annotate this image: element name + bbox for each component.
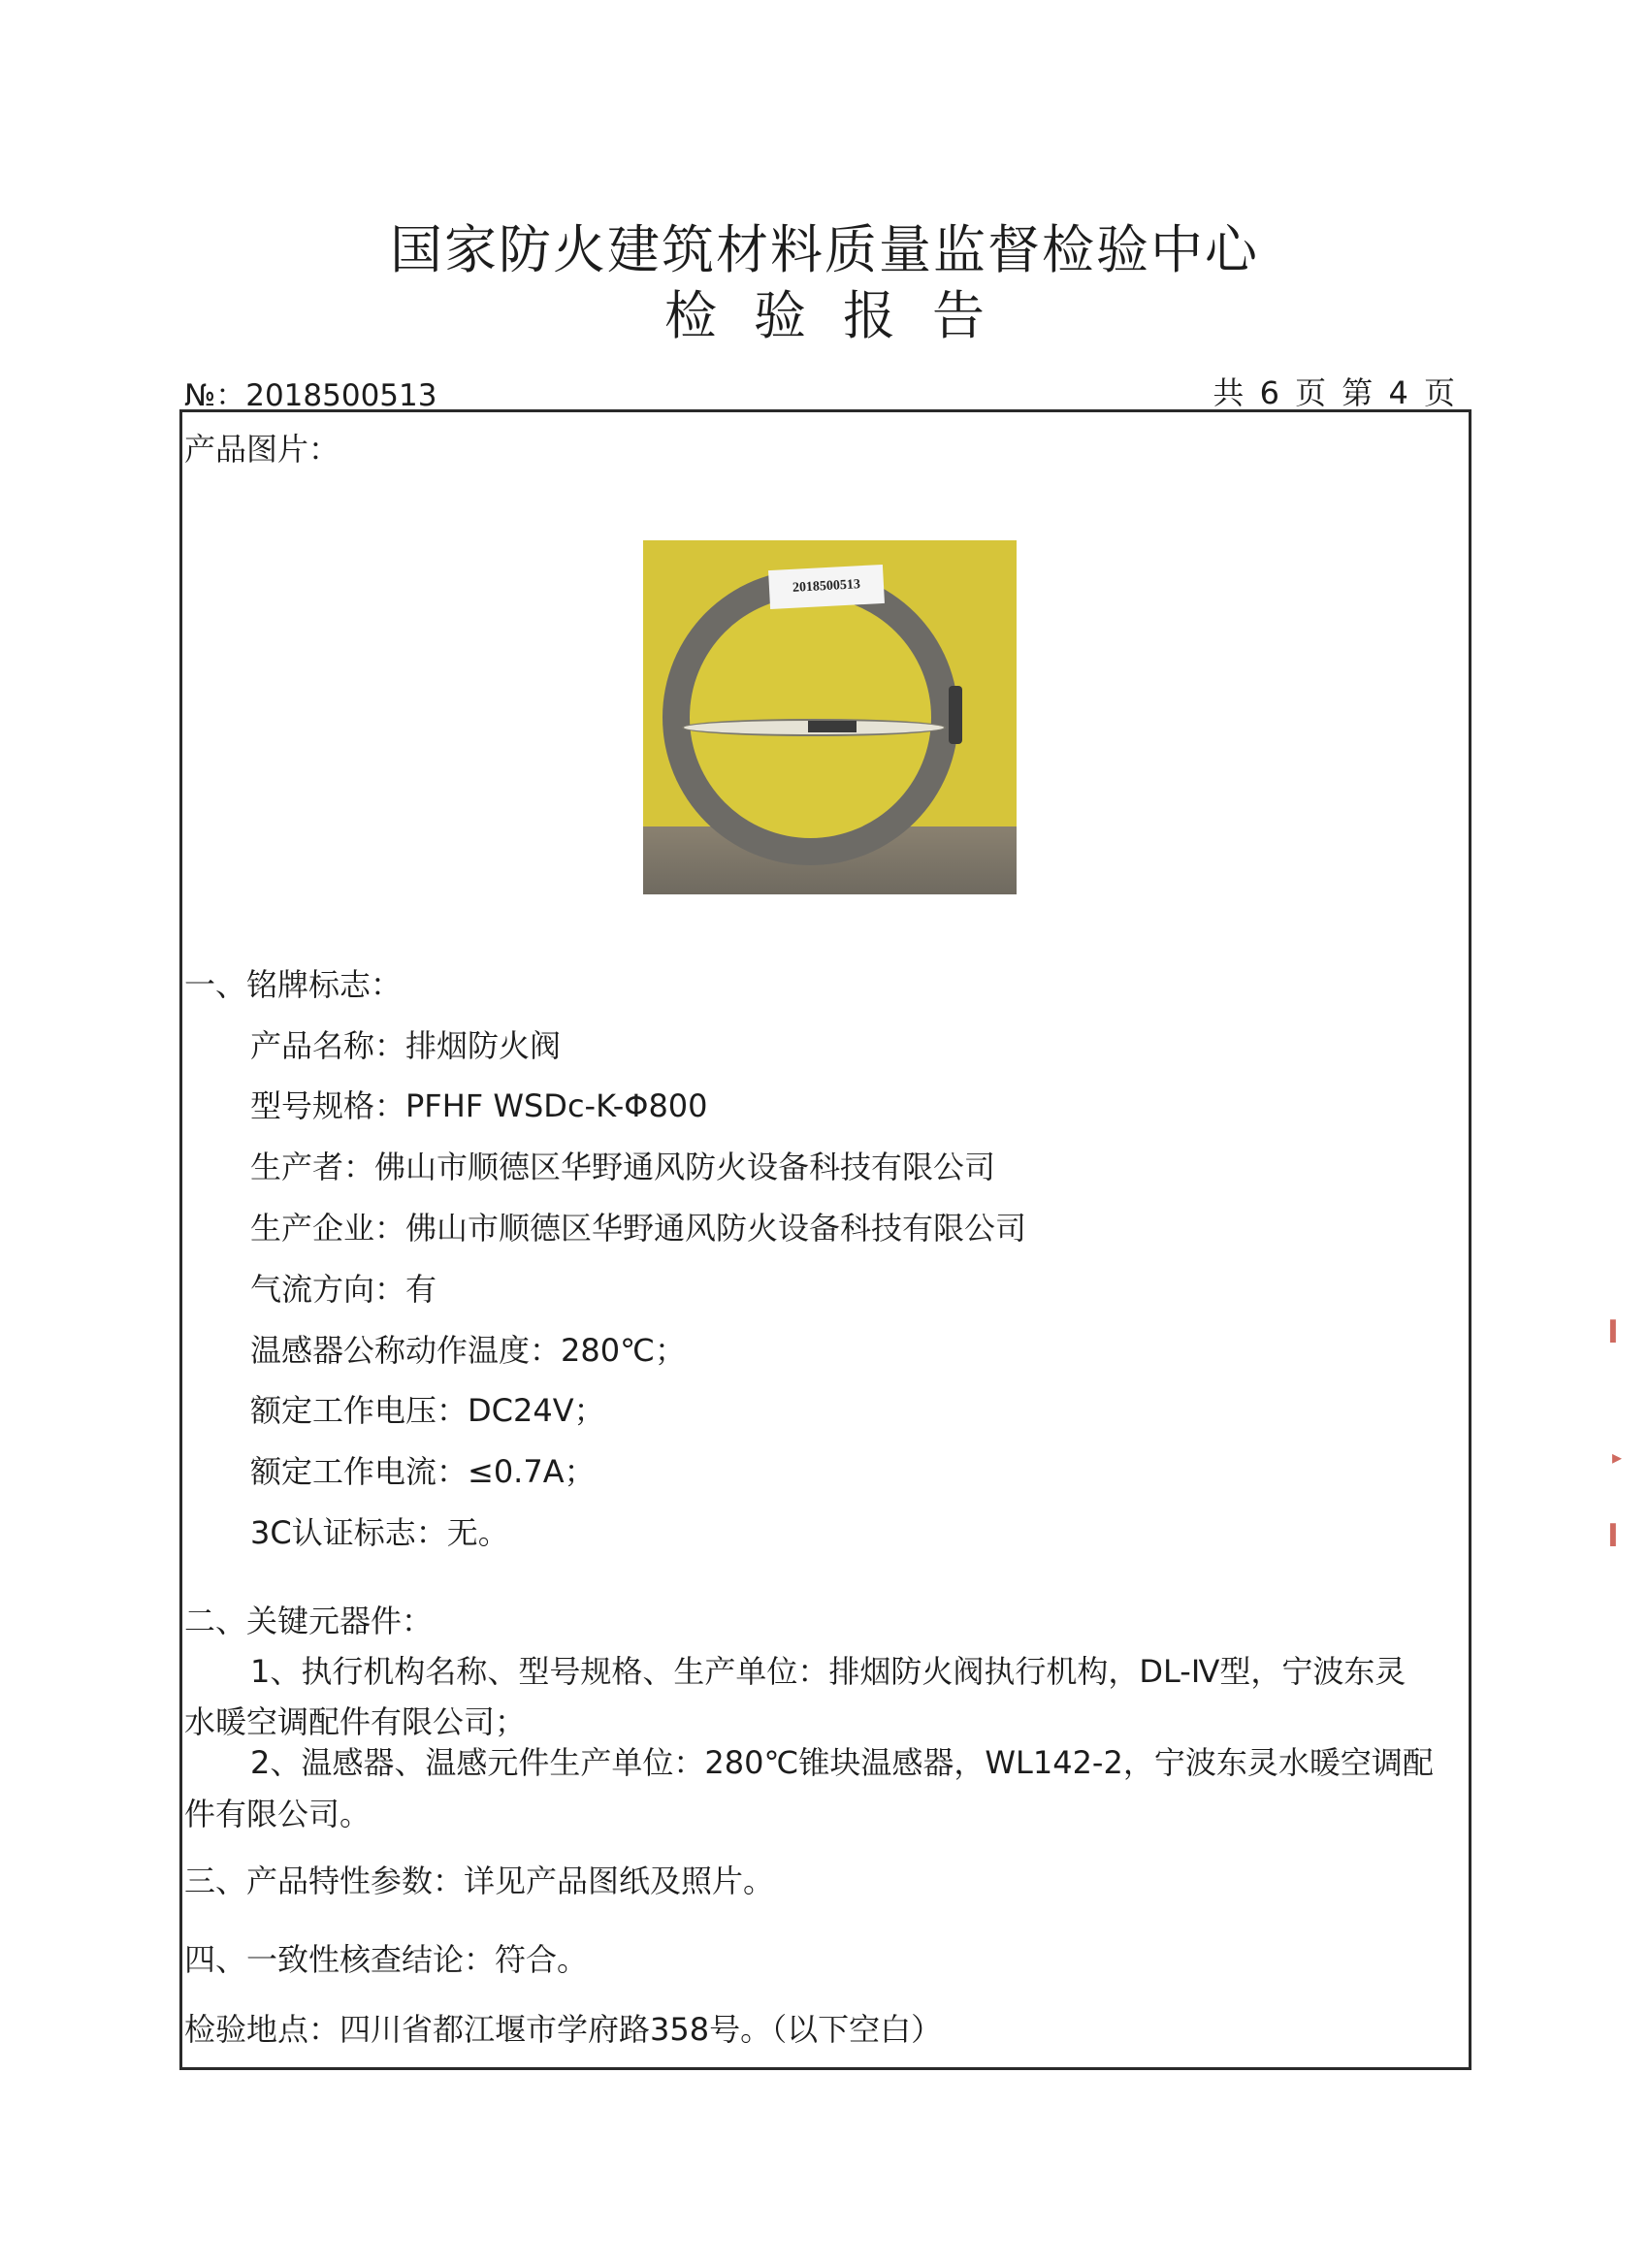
nameplate-line: 型号规格：PFHF WSDc-K-Φ800 [250, 1087, 708, 1124]
nameplate-line: 生产企业：佛山市顺德区华野通风防火设备科技有限公司 [250, 1210, 1027, 1247]
nameplate-line: 生产者：佛山市顺德区华野通风防火设备科技有限公司 [250, 1149, 996, 1185]
stamp-mark: ▸ [1612, 1445, 1623, 1469]
nameplate-line: 额定工作电压：DC24V； [250, 1392, 605, 1429]
component-item-2: 2、温感器、温感元件生产单位：280℃锥块温感器，WL142-2，宁波东灵水暖空调配 [250, 1744, 1434, 1781]
org-title: 国家防火建筑材料质量监督检验中心 [390, 219, 1259, 280]
inspection-location: 检验地点：四川省都江堰市学府路358号。（以下空白） [184, 2011, 943, 2048]
nameplate-line: 额定工作电流：≤0.7A； [250, 1453, 596, 1490]
component-item-1: 1、执行机构名称、型号规格、生产单位：排烟防火阀执行机构，DL-Ⅳ型，宁波东灵 [250, 1653, 1406, 1690]
doc-title: 检验报告 [664, 285, 1021, 346]
actuator-handle [949, 686, 962, 744]
page-info: 共 6 页 第 4 页 [1212, 374, 1455, 411]
component-item-1-cont: 水暖空调配件有限公司； [184, 1703, 527, 1740]
nameplate-line: 气流方向：有 [250, 1271, 437, 1308]
component-item-2-cont: 件有限公司。 [184, 1796, 372, 1832]
nameplate-line: 3C认证标志：无。 [250, 1514, 509, 1551]
sample-tag: 2018500513 [768, 565, 885, 609]
report-number: №：2018500513 [184, 378, 437, 413]
stamp-mark: ▍ [1610, 1319, 1626, 1343]
components-heading: 二、关键元器件： [184, 1603, 434, 1639]
nameplate-heading: 一、铭牌标志： [184, 966, 403, 1003]
nameplate-line: 产品名称：排烟防火阀 [250, 1027, 562, 1064]
product-photo [643, 540, 1017, 894]
nameplate-line: 温感器公称动作温度：280℃； [250, 1332, 687, 1369]
stamp-mark: ▍ [1610, 1523, 1626, 1546]
section-4: 四、一致性核查结论：符合。 [184, 1941, 589, 1978]
damper-opening [690, 597, 931, 838]
section-3: 三、产品特性参数：详见产品图纸及照片。 [184, 1863, 775, 1899]
damper-axle [808, 721, 857, 732]
photo-section-label: 产品图片： [184, 431, 340, 468]
